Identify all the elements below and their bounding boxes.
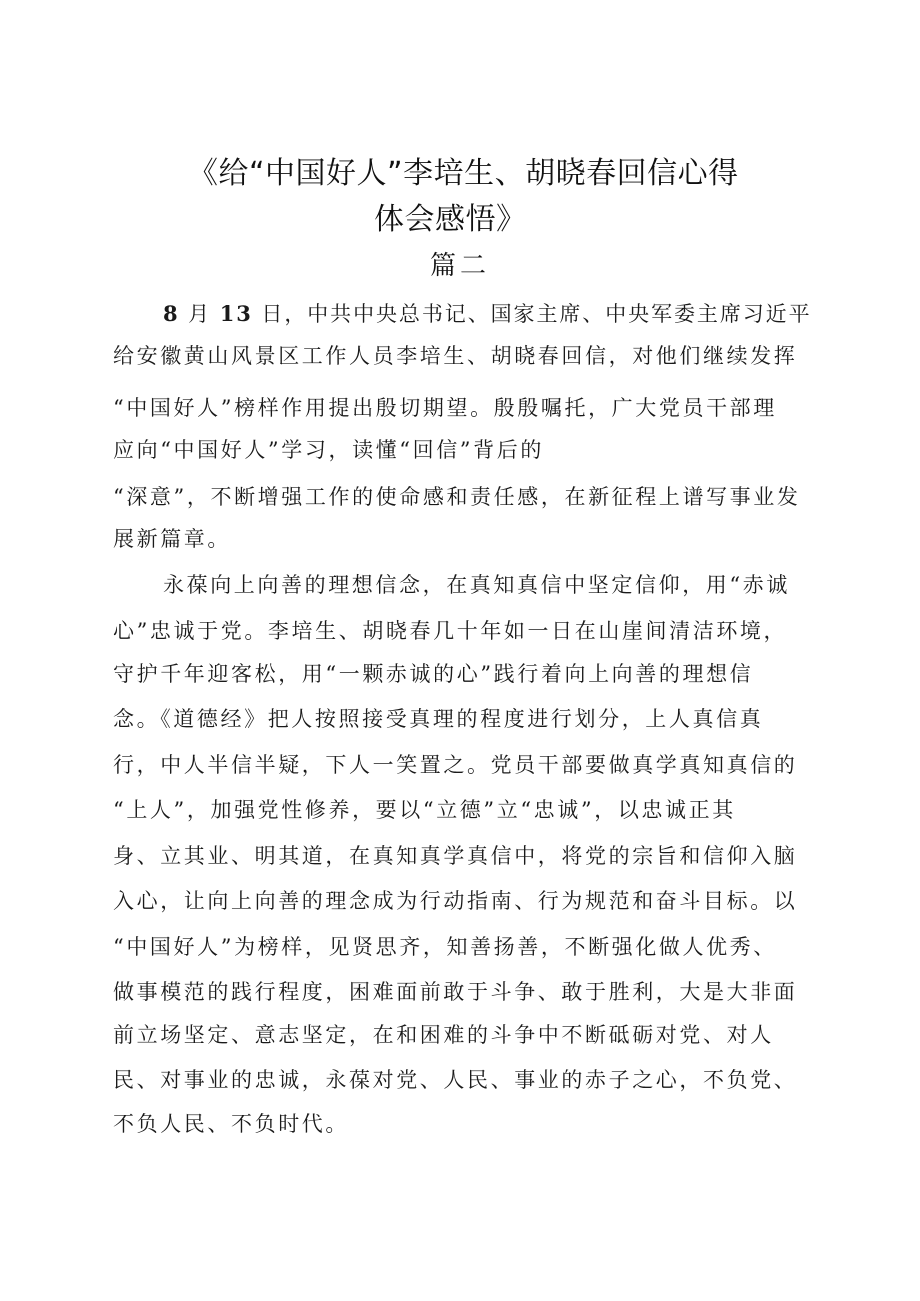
paragraph-1-line-5: “深意”，不断增强工作的使命感和责任感，在新征程上谱写事业发 <box>113 485 801 509</box>
paragraph-2-line-11: 前立场坚定、意志坚定，在和困难的斗争中不断砥砺对党、对人 <box>113 1023 774 1047</box>
paragraph-1-line-4: 应向“中国好人”学习，读懂“回信”背后的 <box>113 438 544 462</box>
paragraph-1-line-6: 展新篇章。 <box>113 527 231 551</box>
paragraph-2-line-6: “上人”，加强党性修养，要以“立德”立“忠诚”，以忠诚正其 <box>113 798 736 822</box>
paragraph-1-lead-text: 日，中共中央总书记、国家主席、中央军委主席习近平 <box>261 302 812 326</box>
date-month-label: 月 <box>188 302 212 326</box>
paragraph-2-line-10: 做事模范的践行程度，困难面前敢于斗争、敢于胜利，大是大非面 <box>113 980 798 1004</box>
paragraph-1-line-1 <box>163 297 812 331</box>
paragraph-2-line-7: 身、立其业、明其道，在真知真学真信中，将党的宗旨和信仰入脑 <box>113 844 798 868</box>
paragraph-2-line-3: 守护千年迎客松，用“一颗赤诚的心”践行着向上向善的理想信 <box>113 662 754 686</box>
paragraph-1-line-2: 给安徽黄山风景区工作人员李培生、胡晓春回信，对他们继续发挥 <box>113 344 798 368</box>
paragraph-2-line-1: 永葆向上向善的理想信念，在真知真信中坚定信仰，用“赤诚 <box>163 573 790 597</box>
document-title-line-1: 《给“中国好人”李培生、胡晓春回信心得 <box>188 156 739 191</box>
paragraph-2-line-5: 行，中人半信半疑，下人一笑置之。党员干部要做真学真知真信的 <box>113 753 798 777</box>
paragraph-2-line-8: 入心，让向上向善的理念成为行动指南、行为规范和奋斗目标。以 <box>113 889 798 913</box>
section-subtitle: 篇二 <box>429 251 490 281</box>
paragraph-2-line-9: “中国好人”为榜样，见贤思齐，知善扬善，不断强化做人优秀、 <box>113 935 777 959</box>
paragraph-2-line-13: 不负人民、不负时代。 <box>113 1112 349 1136</box>
paragraph-2-line-12: 民、对事业的忠诚，永葆对党、人民、事业的赤子之心，不负党、 <box>113 1068 798 1092</box>
paragraph-2-line-4: 念。《道德经》把人按照接受真理的程度进行划分，上人真信真 <box>113 707 764 731</box>
document-title-line-2: 体会感悟》 <box>374 202 527 237</box>
paragraph-1-line-3: “中国好人”榜样作用提出殷切期望。殷殷嘱托，广大党员干部理 <box>113 396 777 420</box>
date-day-number: 13 <box>219 301 253 326</box>
date-month-number: 8 <box>163 301 180 326</box>
paragraph-2-line-2: 心”忠诚于党。李培生、胡晓春几十年如一日在山崖间清洁环境， <box>113 619 788 643</box>
